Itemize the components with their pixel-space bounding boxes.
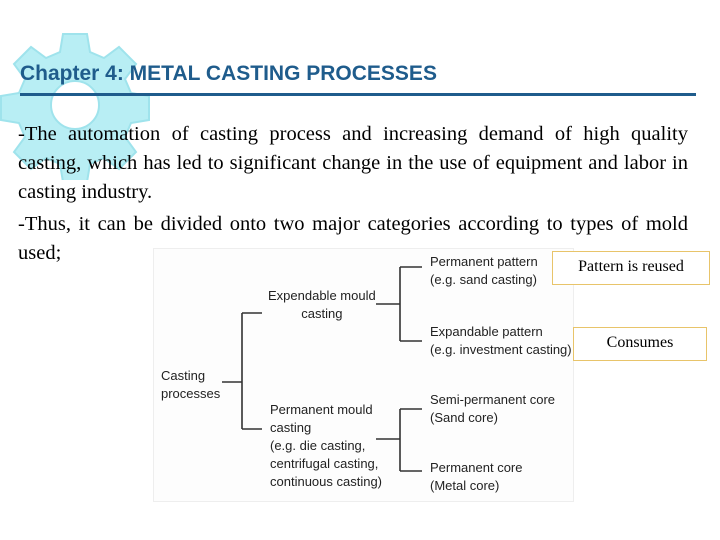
- title-underline: [20, 93, 696, 96]
- callout-consumes: Consumes: [573, 327, 707, 361]
- node-permanent-pattern: Permanent pattern (e.g. sand casting): [430, 254, 538, 287]
- node-expandable-pattern: Expandable pattern (e.g. investment casting): [430, 324, 572, 357]
- node-permanent-core: Permanent core (Metal core): [430, 460, 523, 493]
- slide-title: Chapter 4: METAL CASTING PROCESSES: [20, 62, 437, 85]
- node-permanent-mould: Permanent mould casting (e.g. die casting, centrifugal casting, continuous casting): [270, 402, 383, 489]
- node-semi-permanent-core: Semi-permanent core (Sand core): [430, 392, 555, 425]
- paragraph-categories: -Thus, it can be divided onto two major categories according to types of mold used;: [18, 213, 688, 264]
- node-expendable-mould: Expendable mould casting: [268, 288, 376, 321]
- paragraph-automation: -The automation of casting process and increasing demand of high quality casting, which has led to significant change in the use of equipment and labor in casting industry.: [18, 123, 688, 203]
- root-node-casting-processes: Casting processes: [161, 368, 221, 401]
- callout-pattern-reused: Pattern is reused: [552, 251, 710, 285]
- casting-process-diagram: [153, 248, 574, 502]
